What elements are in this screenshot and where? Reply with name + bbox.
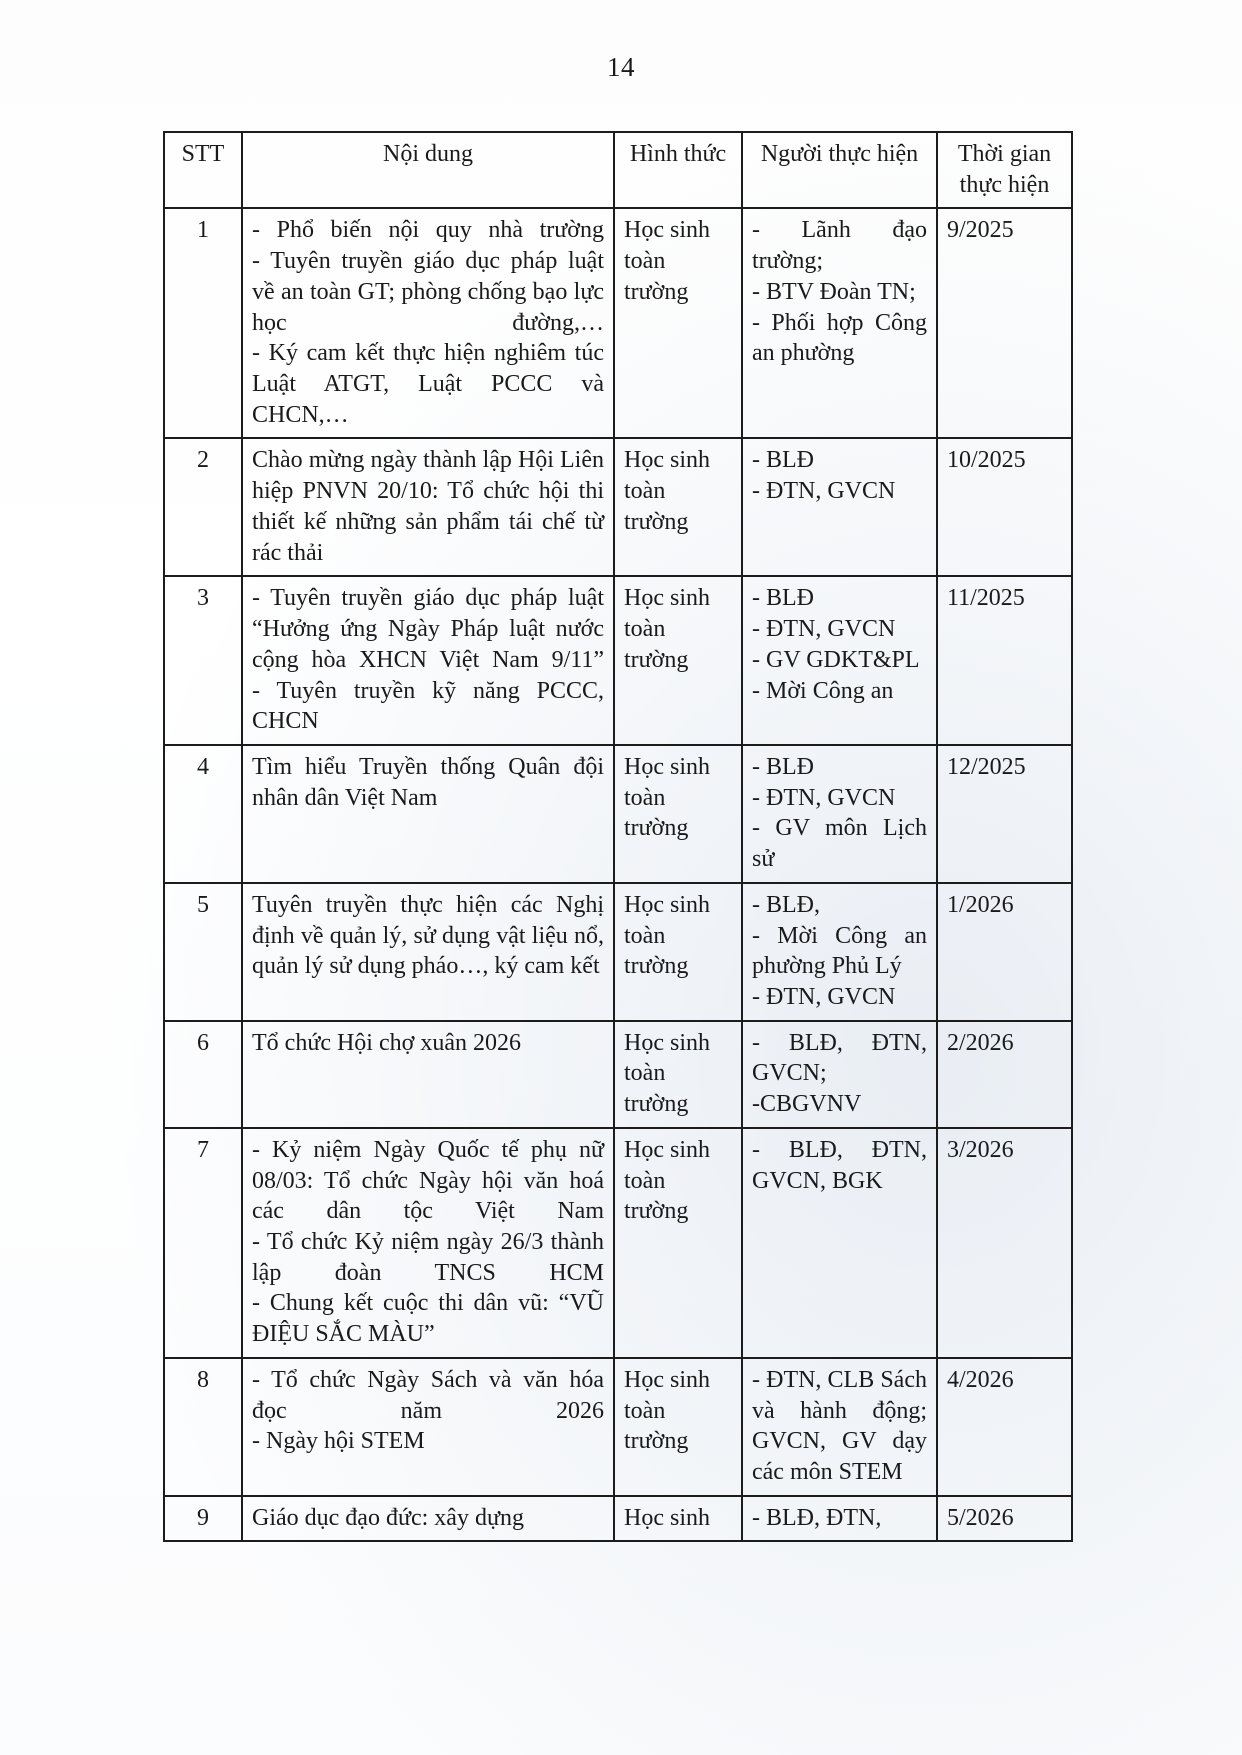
table-row	[164, 576, 1072, 745]
cell-hinhthuc: Học sinh toàn trường	[614, 1128, 742, 1358]
cell-hinhthuc: Học sinh toàn trường	[614, 1021, 742, 1128]
table-row	[164, 745, 1072, 883]
column-header-stt: STT	[164, 132, 242, 208]
cell-thoigian: 5/2026	[937, 1496, 1072, 1542]
cell-thoigian: 3/2026	[937, 1128, 1072, 1358]
column-header-nguoi-thuc-hien: Người thực hiện	[742, 132, 937, 208]
table-row	[164, 1496, 1072, 1542]
cell-thoigian: 12/2025	[937, 745, 1072, 883]
cell-nguoi: - BLĐ, ĐTN,	[742, 1496, 937, 1542]
cell-nguoi: - BLĐ, - Mời Công an phường Phủ Lý - ĐTN, GVCN	[742, 883, 937, 1021]
cell-stt: 4	[164, 745, 242, 883]
cell-noidung: Chào mừng ngày thành lập Hội Liên hiệp PNVN 20/10: Tổ chức hội thi thiết kế những sản phẩm tái chế từ rác thải	[242, 438, 614, 576]
cell-noidung: Tuyên truyền thực hiện các Nghị định về quản lý, sử dụng vật liệu nổ, quản lý sử dụng pháo…, ký cam kết	[242, 883, 614, 1021]
cell-nguoi: - Lãnh đạo trường; - BTV Đoàn TN; - Phối hợp Công an phường	[742, 208, 937, 438]
table-row	[164, 208, 1072, 438]
cell-stt: 5	[164, 883, 242, 1021]
cell-nguoi: - BLĐ - ĐTN, GVCN - GV GDKT&PL - Mời Công an	[742, 576, 937, 745]
cell-thoigian: 4/2026	[937, 1358, 1072, 1496]
cell-noidung: - Tuyên truyền giáo dục pháp luật “Hưởng ứng Ngày Pháp luật nước cộng hòa XHCN Việt Nam 9/11” - Tuyên truyền kỹ năng PCCC, CHCN	[242, 576, 614, 745]
cell-stt: 6	[164, 1021, 242, 1128]
cell-hinhthuc: Học sinh toàn trường	[614, 883, 742, 1021]
table-body	[164, 208, 1072, 1541]
cell-stt: 3	[164, 576, 242, 745]
column-header-noidung: Nội dung	[242, 132, 614, 208]
cell-nguoi: - BLĐ - ĐTN, GVCN - GV môn Lịch sử	[742, 745, 937, 883]
cell-stt: 1	[164, 208, 242, 438]
cell-nguoi: - BLĐ, ĐTN, GVCN, BGK	[742, 1128, 937, 1358]
cell-hinhthuc: Học sinh toàn trường	[614, 438, 742, 576]
table-row	[164, 438, 1072, 576]
cell-stt: 9	[164, 1496, 242, 1542]
activity-schedule-table	[163, 131, 1071, 1542]
table-row	[164, 883, 1072, 1021]
cell-noidung: - Kỷ niệm Ngày Quốc tế phụ nữ 08/03: Tổ chức Ngày hội văn hoá các dân tộc Việt Nam - Tổ chức Kỷ niệm ngày 26/3 thành lập đoàn TNCS HCM - Chung kết cuộc thi dân vũ: “VŨ ĐIỆU SẮC MÀU”	[242, 1128, 614, 1358]
cell-hinhthuc: Học sinh toàn trường	[614, 576, 742, 745]
cell-nguoi: - BLĐ - ĐTN, GVCN	[742, 438, 937, 576]
cell-noidung: - Tổ chức Ngày Sách và văn hóa đọc năm 2026 - Ngày hội STEM	[242, 1358, 614, 1496]
column-header-thoi-gian-thuc-hien: Thời gian thực hiện	[937, 132, 1072, 208]
cell-stt: 7	[164, 1128, 242, 1358]
cell-thoigian: 9/2025	[937, 208, 1072, 438]
page-number: 14	[607, 52, 635, 82]
cell-noidung: - Phổ biến nội quy nhà trường - Tuyên truyền giáo dục pháp luật về an toàn GT; phòng chống bạo lực học đường,… - Ký cam kết thực hiện nghiêm túc Luật ATGT, Luật PCCC và CHCN,…	[242, 208, 614, 438]
cell-noidung: Giáo dục đạo đức: xây dựng	[242, 1496, 614, 1542]
cell-stt: 8	[164, 1358, 242, 1496]
table-row	[164, 1021, 1072, 1128]
cell-noidung: Tìm hiểu Truyền thống Quân đội nhân dân Việt Nam	[242, 745, 614, 883]
cell-thoigian: 1/2026	[937, 883, 1072, 1021]
cell-thoigian: 2/2026	[937, 1021, 1072, 1128]
table-header-row	[164, 132, 1072, 208]
cell-thoigian: 11/2025	[937, 576, 1072, 745]
table-row	[164, 1358, 1072, 1496]
table-row	[164, 1128, 1072, 1358]
cell-hinhthuc: Học sinh toàn trường	[614, 1358, 742, 1496]
cell-nguoi: - BLĐ, ĐTN, GVCN; -CBGVNV	[742, 1021, 937, 1128]
cell-hinhthuc: Học sinh	[614, 1496, 742, 1542]
cell-hinhthuc: Học sinh toàn trường	[614, 745, 742, 883]
cell-noidung: Tổ chức Hội chợ xuân 2026	[242, 1021, 614, 1128]
cell-thoigian: 10/2025	[937, 438, 1072, 576]
cell-nguoi: - ĐTN, CLB Sách và hành động; GVCN, GV dạy các môn STEM	[742, 1358, 937, 1496]
cell-hinhthuc: Học sinh toàn trường	[614, 208, 742, 438]
cell-stt: 2	[164, 438, 242, 576]
column-header-hinhthuc: Hình thức	[614, 132, 742, 208]
